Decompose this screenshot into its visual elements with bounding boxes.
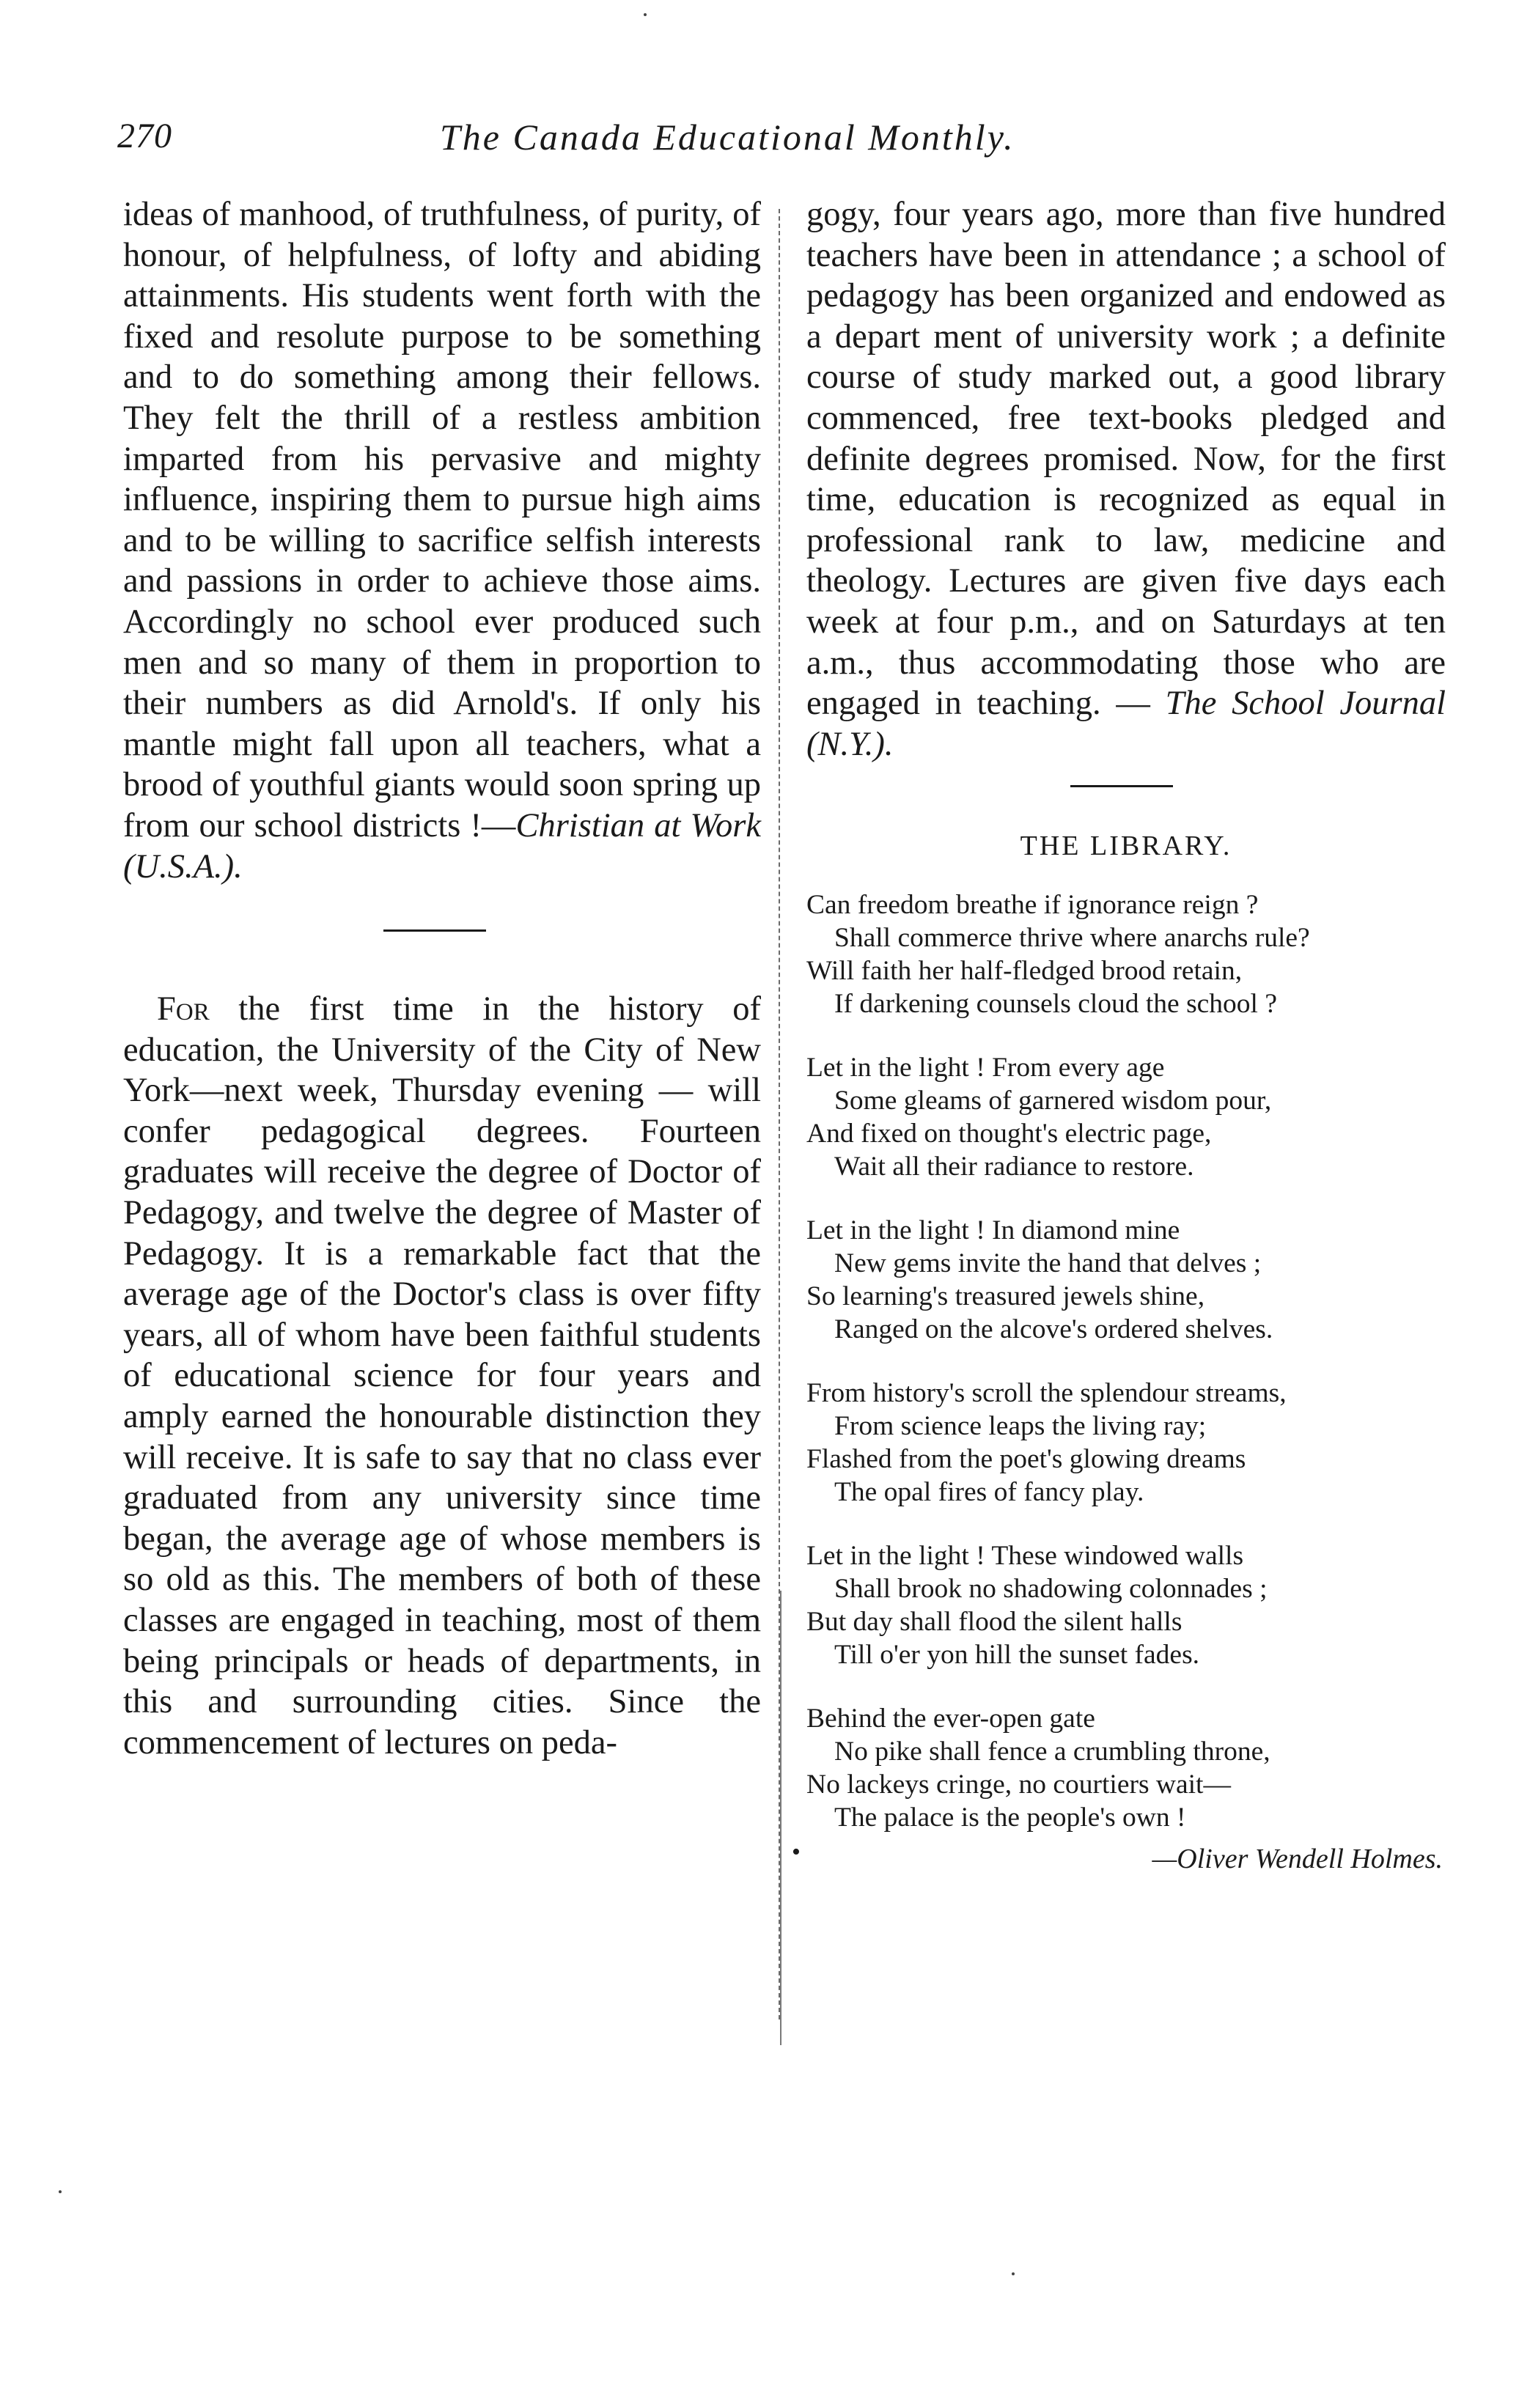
running-header bbox=[117, 116, 1437, 167]
poem-line: And fixed on thought's electric page, bbox=[806, 1119, 1212, 1149]
poem-line: From history's scroll the splendour streams, bbox=[806, 1378, 1287, 1409]
poem-line: But day shall flood the silent halls bbox=[806, 1607, 1183, 1638]
page-number: 270 bbox=[117, 117, 172, 155]
poem-line: Let in the light ! In diamond mine bbox=[806, 1215, 1180, 1246]
pedagogy-continuation-source: The School Journal (N.Y.). bbox=[806, 685, 1446, 763]
poem-line: Flashed from the poet's glowing dreams bbox=[806, 1444, 1246, 1475]
poem-stanza bbox=[806, 1539, 1446, 1671]
poem-stanza bbox=[806, 888, 1446, 1020]
poem-line: Can freedom breathe if ignorance reign ? bbox=[806, 890, 1259, 921]
poem-stanza bbox=[806, 1214, 1446, 1346]
poem bbox=[806, 888, 1446, 1875]
poem-line: Let in the light ! These windowed walls bbox=[806, 1541, 1244, 1572]
poem-stanza bbox=[806, 1051, 1446, 1183]
column-separator-lower bbox=[780, 1591, 781, 2045]
poem-line: New gems invite the hand that delves ; bbox=[834, 1248, 1262, 1279]
pedagogy-paragraph-lead: For bbox=[157, 990, 210, 1028]
poem-line: The palace is the people's own ! bbox=[834, 1803, 1186, 1833]
print-speck: • bbox=[792, 1838, 801, 1866]
arnold-paragraph-text: ideas of manhood, of truthfulness, of purity, of honour, of helpfulness, of lofty and abiding attainments. His students went forth with the fixed and resolute purpose to be something and to do something among their fellows. They felt the thrill of a restless ambition imparted from his pervasive and mighty influence, inspiring them to pursue high aims and to be willing to sacrifice selfish interests and passions in order to achieve those aims. Accordingly no school ever produced such men and so many of them in proportion to their numbers as did Arnold's. If only his mantle might fall upon all teachers, what a brood of youthful giants would soon spring up from our school districts !— bbox=[123, 196, 761, 844]
poem-line: Will faith her half-fledged brood retain, bbox=[806, 956, 1243, 987]
poem-line: Wait all their radiance to restore. bbox=[834, 1152, 1194, 1182]
arnold-paragraph-source: Christian at Work (U.S.A.). bbox=[123, 806, 761, 885]
left-column bbox=[123, 194, 761, 1763]
poem-line: No pike shall fence a crumbling throne, bbox=[834, 1737, 1270, 1767]
poem-line: So learning's treasured jewels shine, bbox=[806, 1281, 1205, 1312]
section-divider bbox=[1070, 785, 1173, 787]
poem-line: No lackeys cringe, no courtiers wait— bbox=[806, 1770, 1231, 1800]
poem-line: The opal fires of fancy play. bbox=[834, 1477, 1144, 1508]
poem-line: Till o'er yon hill the sunset fades. bbox=[834, 1640, 1200, 1671]
poem-title: THE LIBRARY. bbox=[1020, 831, 1232, 862]
poem-line: Let in the light ! From every age bbox=[806, 1053, 1165, 1083]
pedagogy-continuation-text: gogy, four years ago, more than five hundred teachers have been in attendance ; a school of pedagogy has been organized and endowed as a depart ment of university work ; a definite course of study marked out, a good library commenced, free text-books pledged and definite degrees promised. Now, for the first time, education is recognized as equal in professional rank to law, medicine and theology. Lectures are given five days each week at four p.m., and on Saturdays at ten a.m., thus accommodating those who are engaged in teaching. — bbox=[806, 196, 1446, 723]
poem-stanza bbox=[806, 1702, 1446, 1834]
poem-line: Shall commerce thrive where anarchs rule? bbox=[834, 923, 1310, 954]
poem-line: If darkening counsels cloud the school ? bbox=[834, 989, 1277, 1020]
poem-line: Some gleams of garnered wisdom pour, bbox=[834, 1086, 1272, 1116]
print-speck bbox=[644, 13, 647, 16]
poem-line: Shall brook no shadowing colonnades ; bbox=[834, 1574, 1268, 1605]
poem-stanza bbox=[806, 1377, 1446, 1509]
section-divider bbox=[383, 929, 486, 932]
poem-attribution: —Oliver Wendell Holmes. bbox=[1152, 1844, 1443, 1875]
right-column bbox=[806, 194, 1446, 1875]
running-title: The Canada Educational Monthly. bbox=[440, 117, 1015, 158]
poem-line: From science leaps the living ray; bbox=[834, 1411, 1207, 1442]
poem-line: Behind the ever-open gate bbox=[806, 1704, 1095, 1734]
print-speck bbox=[1012, 2272, 1015, 2275]
print-speck bbox=[59, 2190, 62, 2193]
pedagogy-paragraph-text: the first time in the history of education, the University of the City of New York—next week, Thursday evening — will confer pedagogical degrees. Fourteen graduates will receive the degree of Doctor of Pedagogy, and twelve the degree of Master of Pedagogy. It is a remarkable fact that the average age of the Doctor's class is over fifty years, all of whom have been faithful students of educational science for four years and amply earned the honourable distinction they will receive. It is safe to say that no class ever graduated from any university since time began, the average age of whose members is so old as this. The members of both of these classes are engaged in teaching, most of them being principals or heads of departments, in this and surrounding cities. Since the commencement of lectures on peda- bbox=[123, 990, 761, 1761]
pedagogy-paragraph bbox=[123, 989, 761, 1763]
pedagogy-continuation-paragraph bbox=[806, 194, 1446, 765]
poem-line: Ranged on the alcove's ordered shelves. bbox=[834, 1314, 1273, 1345]
arnold-paragraph bbox=[123, 194, 761, 887]
